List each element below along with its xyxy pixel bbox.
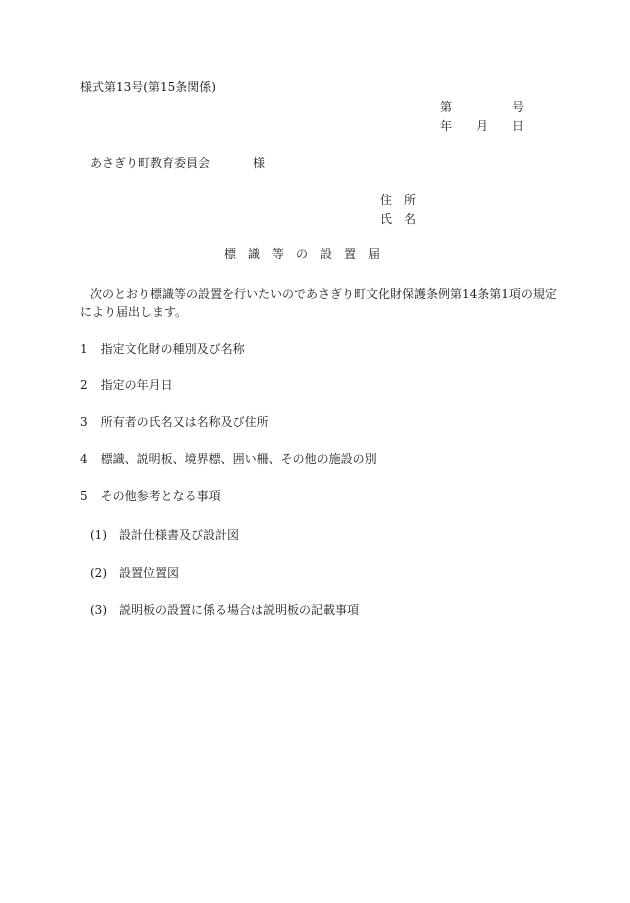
item-text: 標識、説明板、境界標、囲い柵、その他の施設の別 [100, 452, 377, 466]
item-text: 指定文化財の種別及び名称 [100, 342, 245, 356]
item-text: その他参考となる事項 [100, 489, 221, 503]
date-month: 月 [476, 119, 489, 133]
addressee: あさぎり町教育委員会 [90, 156, 211, 170]
address-label: 住 所 [380, 193, 417, 207]
subitem-number: (2) [90, 566, 107, 580]
list-item [80, 488, 221, 504]
item-number: 5 [80, 489, 88, 503]
list-item [80, 377, 173, 393]
doc-number-prefix: 第 [440, 100, 453, 114]
list-item [80, 341, 245, 357]
list-item [90, 565, 179, 581]
intro-line-1: 次のとおり標識等の設置を行いたいのであさぎり町文化財保護条例第14条第1項の規定 [90, 287, 557, 301]
list-item [90, 527, 239, 543]
doc-number-suffix: 号 [512, 100, 525, 114]
list-item [80, 414, 269, 430]
form-number: 様式第13号(第15条関係) [80, 80, 216, 94]
item-text: 指定の年月日 [100, 378, 173, 392]
subitem-text: 設計仕様書及び設計図 [119, 528, 240, 542]
intro-line-2: により届出します。 [80, 305, 188, 319]
honorific: 様 [253, 156, 266, 170]
date-day: 日 [512, 119, 525, 133]
list-item [80, 451, 377, 467]
name-label: 氏 名 [380, 212, 417, 226]
list-item [90, 602, 359, 618]
date-year: 年 [440, 119, 453, 133]
item-number: 2 [80, 378, 88, 392]
item-number: 4 [80, 452, 88, 466]
document-title: 標 識 等 の 設 置 届 [224, 247, 381, 261]
subitem-text: 設置位置図 [119, 566, 180, 580]
subitem-text: 説明板の設置に係る場合は説明板の記載事項 [119, 603, 360, 617]
subitem-number: (3) [90, 603, 107, 617]
item-text: 所有者の氏名又は名称及び住所 [100, 415, 269, 429]
item-number: 1 [80, 342, 88, 356]
item-number: 3 [80, 415, 88, 429]
subitem-number: (1) [90, 528, 107, 542]
